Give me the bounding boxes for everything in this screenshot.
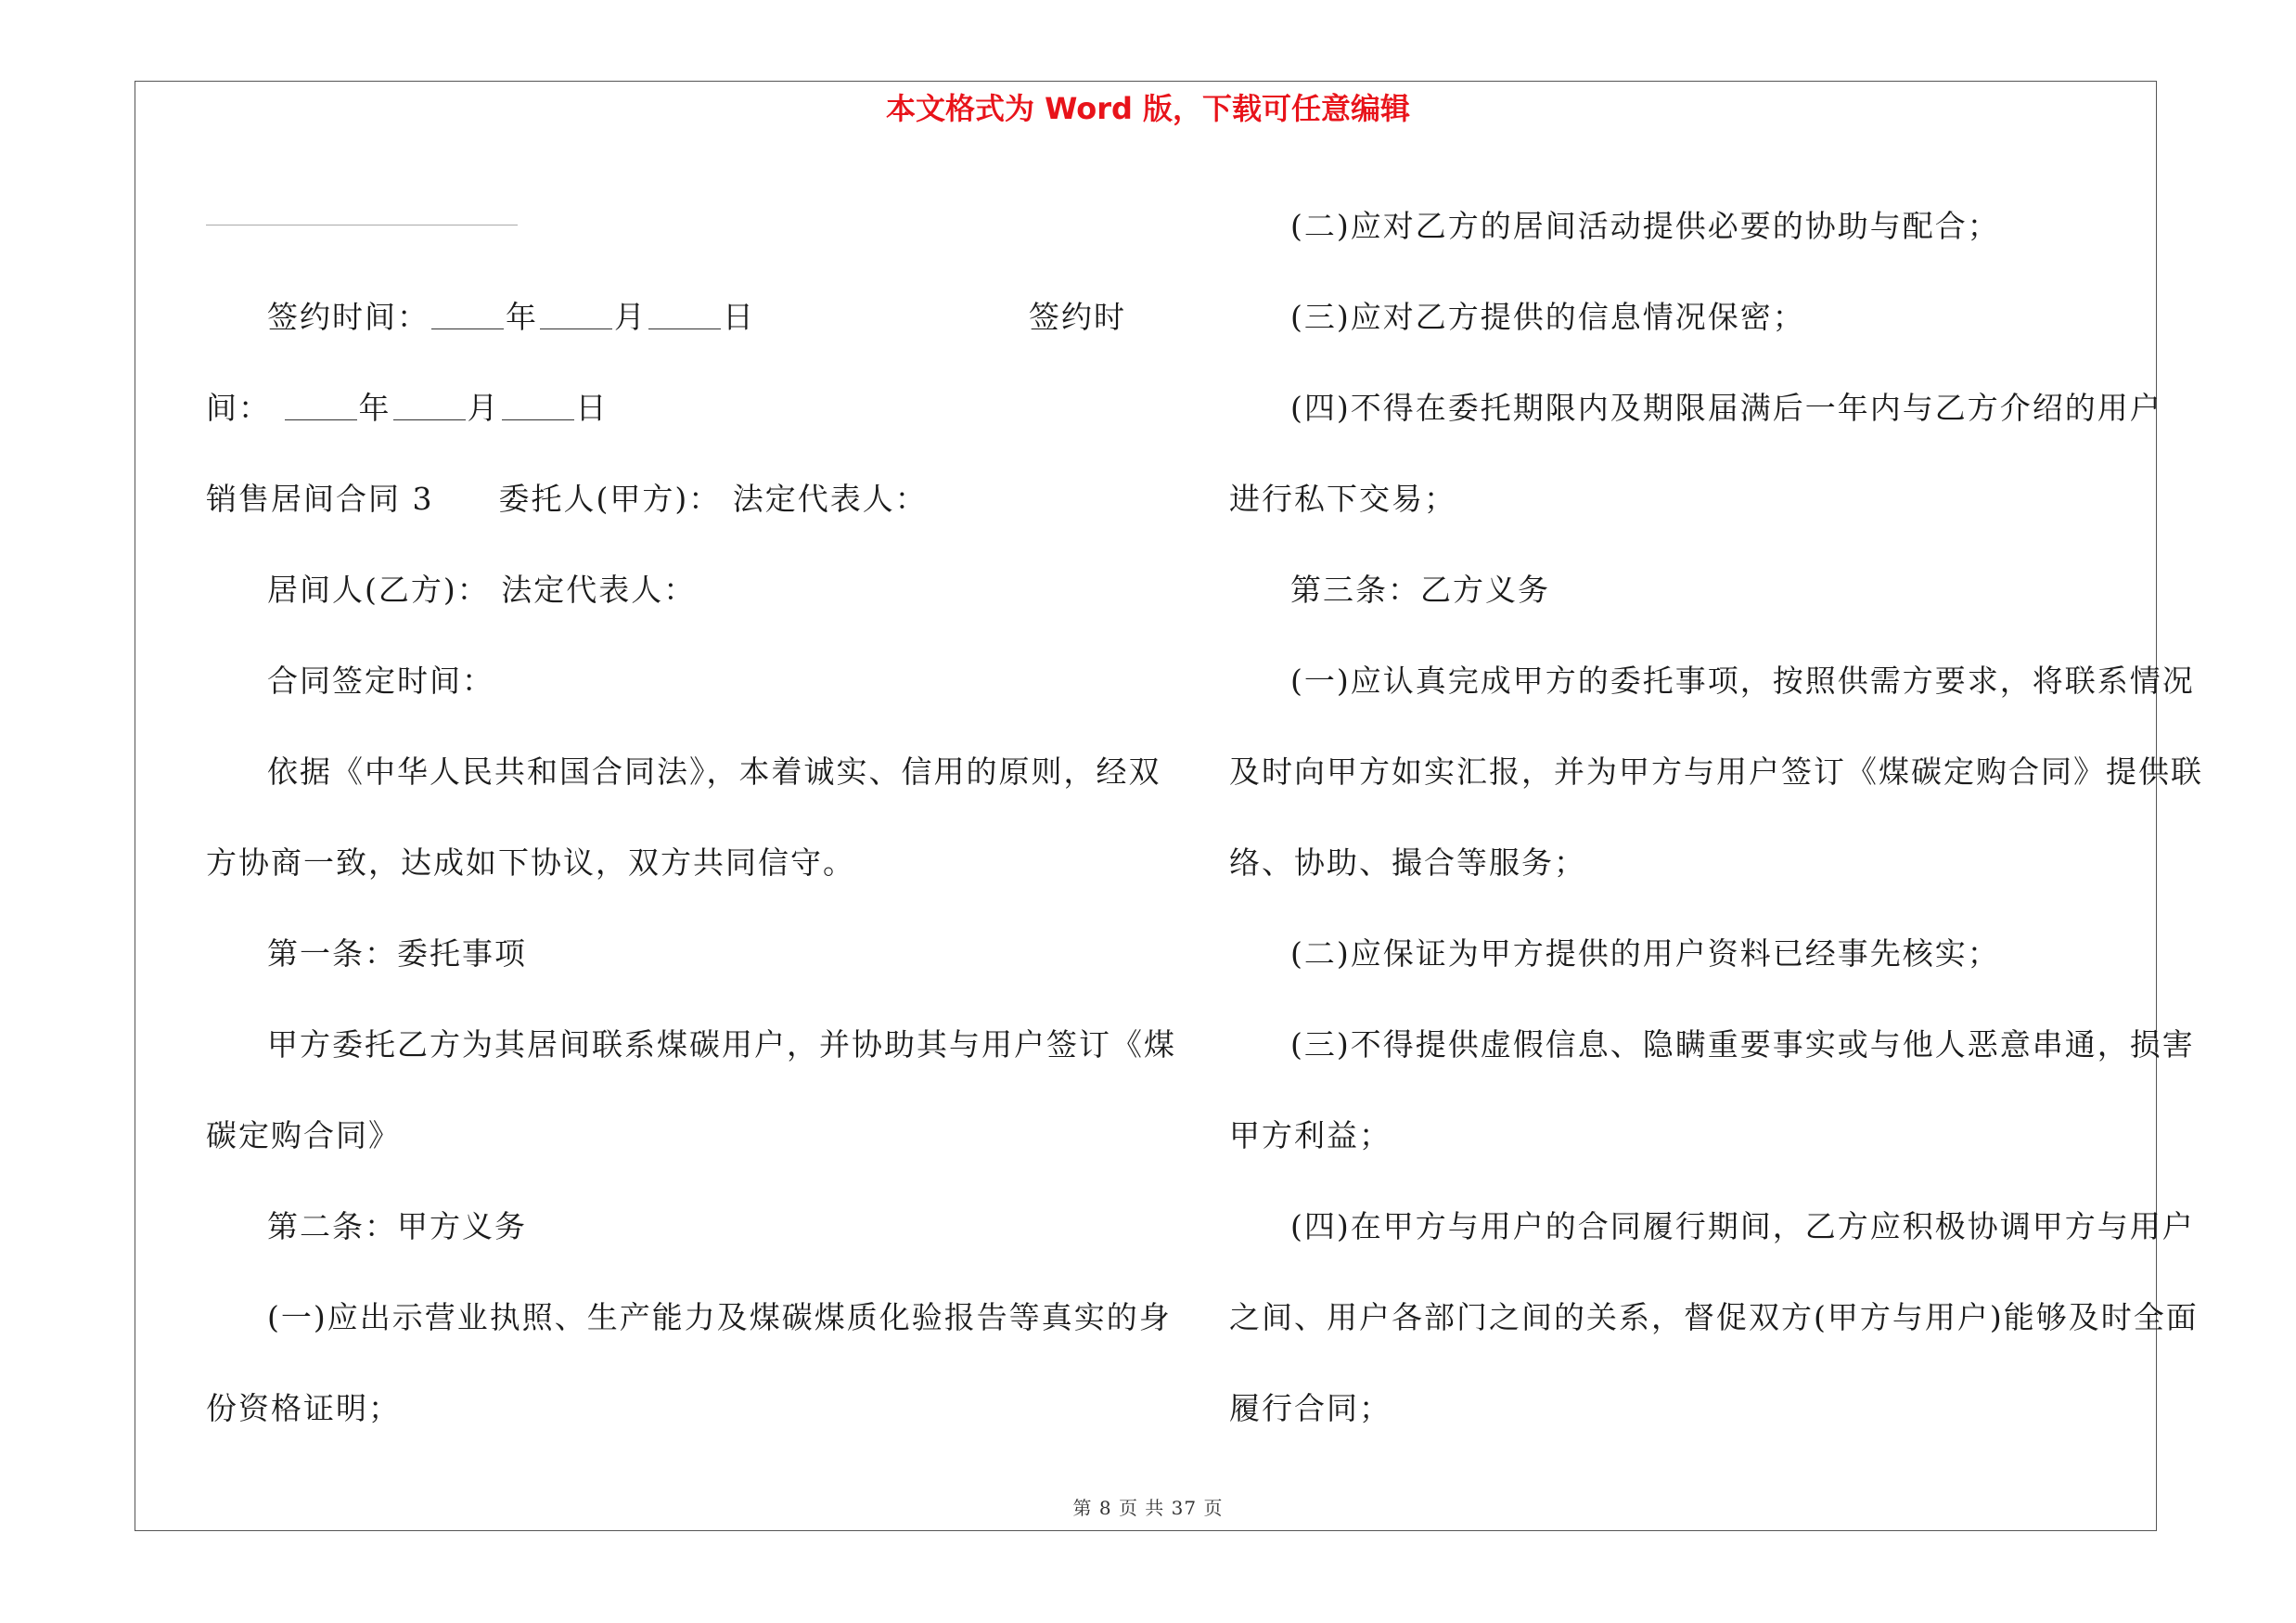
month-label-2: 月	[467, 390, 500, 426]
sign-time-2-tail: 间：	[206, 390, 271, 426]
article-2-item-1-line-2: 份资格证明；	[206, 1390, 401, 1426]
article-3-item-4-line-2: 之间、用户各部门之间的关系，督促双方(甲方与用户)能够及时全面	[1229, 1299, 2199, 1335]
article-2-item-1-line-1: (一)应出示营业执照、生产能力及煤碳煤质化验报告等真实的身	[267, 1299, 1172, 1335]
broker-line: 居间人(乙方)： 法定代表人：	[267, 572, 697, 608]
sign-time-2-head: 签约时	[1029, 299, 1126, 335]
article-3-item-1-line-2: 及时向甲方如实汇报，并为甲方与用户签订《煤碳定购合同》提供联	[1229, 754, 2203, 790]
sign-time-line-1	[206, 272, 1126, 363]
contract-time-line: 合同签定时间：	[267, 663, 494, 699]
article-3-item-1-line-3: 络、协助、撮合等服务；	[1229, 844, 1586, 881]
basis-paragraph-line-2: 方协商一致，达成如下协议，双方共同信守。	[206, 844, 855, 881]
contract-title-line: 销售居间合同 3 委托人(甲方)： 法定代表人：	[206, 481, 928, 517]
day-label-2: 日	[575, 390, 609, 426]
page-number-footer: 第 8 页 共 37 页	[1072, 1497, 1224, 1519]
month-blank	[540, 325, 612, 329]
article-3-item-1-line-1: (一)应认真完成甲方的委托事项，按照供需方要求，将联系情况	[1290, 663, 2195, 699]
article-2-item-3: (三)应对乙方提供的信息情况保密；	[1290, 299, 1805, 335]
article-3-item-3-line-2: 甲方利益；	[1229, 1117, 1392, 1153]
article-3-item-2: (二)应保证为甲方提供的用户资料已经事先核实；	[1290, 935, 2000, 972]
month-label: 月	[614, 299, 647, 335]
year-label-2: 年	[358, 390, 391, 426]
day-blank-2	[502, 416, 574, 420]
article-2-title: 第二条：甲方义务	[267, 1208, 527, 1244]
year-blank	[431, 325, 504, 329]
sign-time-line-2	[206, 363, 609, 454]
article-1-title: 第一条：委托事项	[267, 935, 527, 972]
year-blank-2	[285, 416, 357, 420]
article-3-title: 第三条：乙方义务	[1290, 572, 1550, 608]
year-label: 年	[506, 299, 538, 335]
day-blank	[648, 325, 721, 329]
article-2-item-4-line-1: (四)不得在委托期限内及期限届满后一年内与乙方介绍的用户	[1290, 390, 2162, 426]
day-label: 日	[723, 299, 755, 335]
article-3-item-4-line-3: 履行合同；	[1229, 1390, 1392, 1426]
sign-time-label: 签约时间：	[267, 299, 430, 335]
article-1-line-1: 甲方委托乙方为其居间联系煤碳用户，并协助其与用户签订《煤	[267, 1026, 1176, 1063]
article-1-line-2: 碳定购合同》	[206, 1117, 401, 1153]
article-2-item-4-line-2: 进行私下交易；	[1229, 481, 1456, 517]
format-notice-banner: 本文格式为 Word 版，下载可任意编辑	[885, 91, 1411, 126]
article-2-item-2: (二)应对乙方的居间活动提供必要的协助与配合；	[1290, 208, 2000, 244]
article-3-item-4-line-1: (四)在甲方与用户的合同履行期间，乙方应积极协调甲方与用户	[1290, 1208, 2195, 1244]
month-blank-2	[393, 416, 466, 420]
article-3-item-3-line-1: (三)不得提供虚假信息、隐瞒重要事实或与他人恶意串通，损害	[1290, 1026, 2195, 1063]
basis-paragraph-line-1: 依据《中华人民共和国合同法》，本着诚实、信用的原则，经双	[267, 754, 1161, 790]
